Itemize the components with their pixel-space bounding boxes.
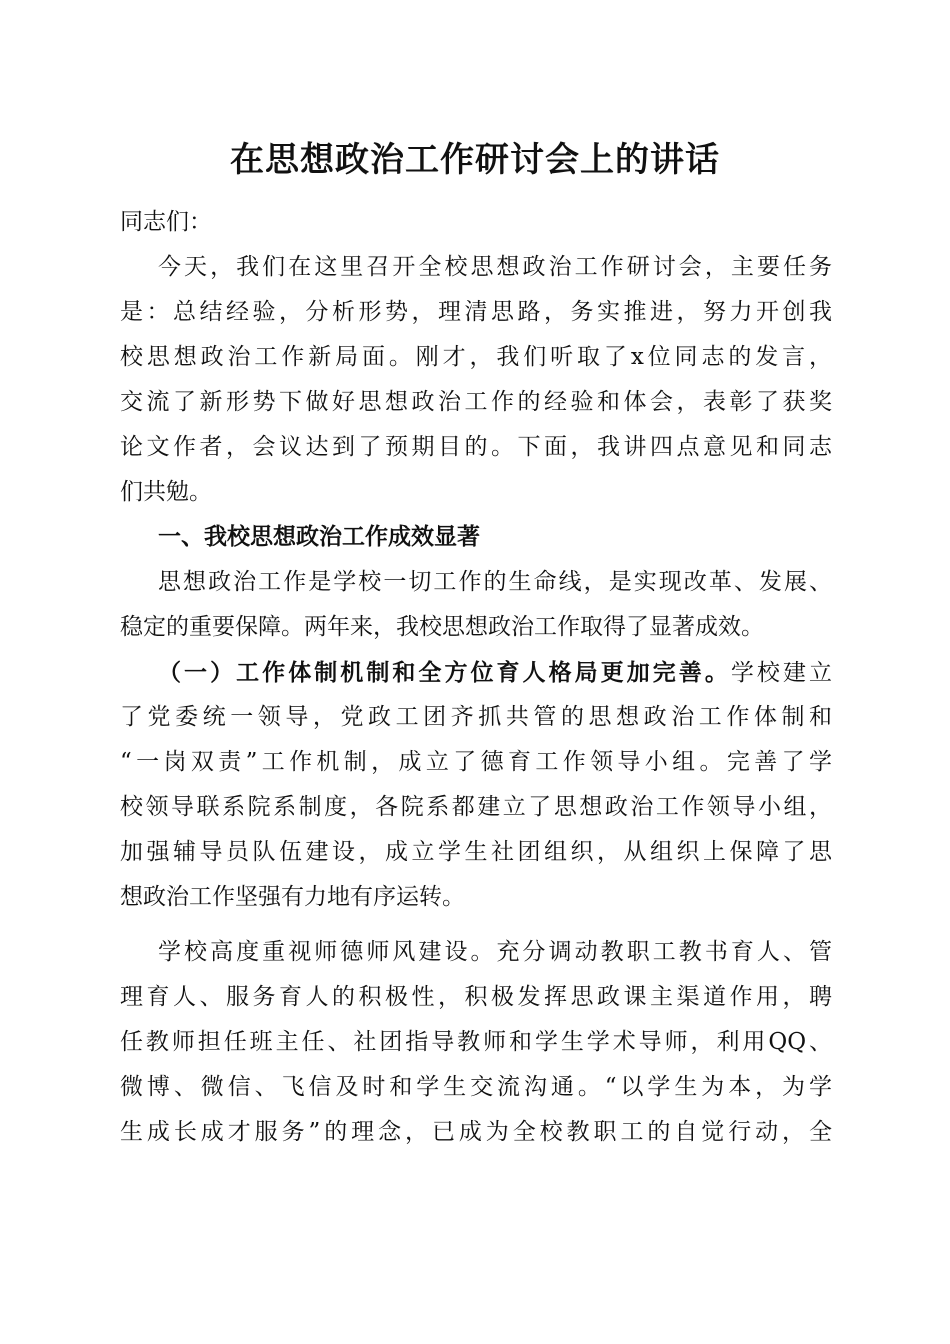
- paragraph-line: 今天，我们在这里召开全校思想政治工作研讨会，主要任务: [158, 254, 832, 280]
- paragraph-gap: [120, 920, 832, 930]
- paragraph-line: 学校高度重视师德师风建设。充分调动教职工教书育人、管: [158, 939, 832, 965]
- paragraph-line: 思想政治工作是学校一切工作的生命线，是实现改革、发展、: [158, 569, 832, 595]
- paragraph-opening: [120, 245, 832, 515]
- subsection-heading: （一）工作体制机制和全方位育人格局更加完善。: [158, 659, 731, 686]
- paragraph-text: 学校建立: [730, 660, 833, 686]
- paragraph-line: 稳定的重要保障。两年来，我校思想政治工作取得了显著成效。: [120, 614, 764, 640]
- paragraph-line: 加强辅导员队伍建设，成立学生社团组织，从组织上保障了思: [120, 839, 832, 865]
- paragraph-line: 论文作者，会议达到了预期目的。下面，我讲四点意见和同志: [120, 434, 832, 460]
- paragraph-line: 校思想政治工作新局面。刚才，我们听取了x位同志的发言，: [120, 344, 832, 370]
- paragraph-line: 了党委统一领导，党政工团齐抓共管的思想政治工作体制和: [120, 704, 832, 730]
- paragraph-line: 校领导联系院系制度，各院系都建立了思想政治工作领导小组，: [120, 794, 832, 820]
- paragraph-subsection-one: [120, 650, 832, 920]
- paragraph-line: “一岗双责”工作机制，成立了德育工作领导小组。完善了学: [120, 749, 832, 775]
- document-body: [120, 200, 832, 1155]
- section-heading: 一、我校思想政治工作成效显著: [158, 524, 480, 550]
- paragraph-line: 是：总结经验，分析形势，理清思路，务实推进，努力开创我: [120, 299, 832, 325]
- paragraph-line: 们共勉。: [120, 479, 212, 505]
- paragraph-line: 理育人、服务育人的积极性，积极发挥思政课主渠道作用，聘: [120, 984, 832, 1010]
- paragraph-line: 微博、微信、飞信及时和学生交流沟通。“以学生为本，为学: [120, 1074, 832, 1100]
- salutation: 同志们：: [120, 209, 212, 235]
- paragraph-teacher-ethics: [120, 930, 832, 1155]
- paragraph-line: 生成长成才服务”的理念，已成为全校教职工的自觉行动，全: [120, 1119, 832, 1145]
- paragraph-line: 任教师担任班主任、社团指导教师和学生学术导师，利用QQ、: [120, 1029, 832, 1055]
- document-title: 在思想政治工作研讨会上的讲话: [230, 140, 720, 180]
- paragraph-line: 想政治工作坚强有力地有序运转。: [120, 884, 465, 910]
- paragraph-line: [120, 650, 832, 695]
- paragraph-section-intro: [120, 560, 832, 650]
- paragraph-line: 交流了新形势下做好思想政治工作的经验和体会，表彰了获奖: [120, 389, 832, 415]
